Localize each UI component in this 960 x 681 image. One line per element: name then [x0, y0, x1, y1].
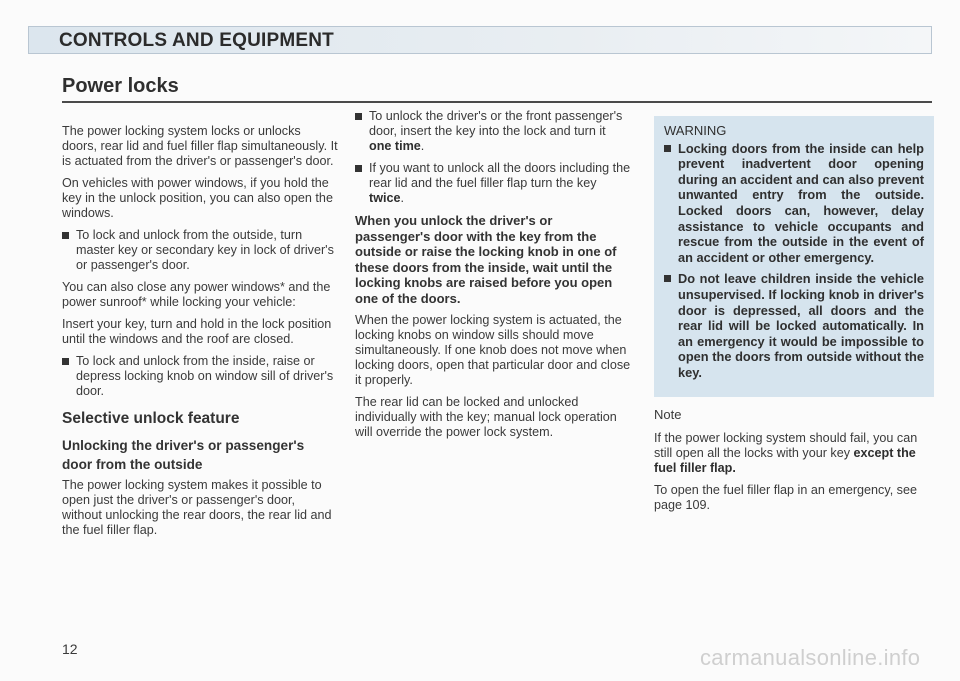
bullet-unlock-twice-pre: If you want to unlock all the doors including the rear lid and the fuel filler flap turn the key [369, 161, 631, 190]
note-fail-bold: except the fuel filler flap. [654, 445, 916, 475]
warning-bullet-locking-text: Locking doors from the inside can help prevent inadvertent door opening during an accident and can also prevent unwanted entry from the outside. Locked doors can, however, delay assistance to vehicle occupants and rescue from the outside in the event of an accident or other emergency. [678, 140, 924, 265]
wait-knobs-paragraph: When you unlock the driver's or passenger's door with the key from the outside or raise the locking knob in one of these doors from the inside, wait until the locking knobs are raised before you open one of the doors. [355, 213, 617, 306]
warning-title: WARNING [664, 123, 727, 138]
column-left [62, 124, 338, 545]
selective-unlock-paragraph: The power locking system makes it possible to open just the driver's or passenger's door, without unlocking the rear doors, the rear lid and the fuel filler flap. [62, 478, 332, 537]
warning-bullet-locking [664, 141, 924, 266]
title-rule [62, 101, 932, 103]
warning-bullet-children [664, 271, 924, 380]
note-paragraph-fail [654, 431, 934, 476]
warning-bullet-children-text: Do not leave children inside the vehicle unsupervised. If locking knob in driver's door is depressed, all doors and the rear lid will be locked automatically. In an emergency it would be impossible to open the doors from outside without the key. [678, 271, 924, 380]
bullet-unlock-once-post: . [420, 139, 425, 153]
bullet-unlock-once-pre: To unlock the driver's or the front passenger's door, insert the key into the lock and turn it [369, 109, 623, 138]
bullet-unlock-once-bold: one time [369, 139, 421, 153]
bullet-lock-inside-text: To lock and unlock from the inside, raise or depress locking knob on window sill of driver's door. [76, 354, 334, 398]
knobs-move-paragraph: When the power locking system is actuated, the locking knobs on window sills should move simultaneously. If one knob does not move when locking doors, open that particular door and close it properly. [355, 313, 631, 387]
note-fail-pre: If the power locking system should fail, you can still open all the locks with your key [654, 430, 918, 460]
section-banner [28, 26, 932, 54]
column-middle [355, 109, 631, 447]
note-paragraph-emergency: To open the fuel filler flap in an emergency, see page 109. [654, 482, 917, 512]
column-right [654, 116, 934, 520]
bullet-unlock-once [355, 109, 631, 154]
watermark: carmanualsonline.info [700, 645, 921, 670]
page-title: Power locks [62, 75, 179, 97]
bullet-lock-outside [62, 228, 338, 273]
intro-paragraph: The power locking system locks or unlocks doors, rear lid and fuel filler flap simultaneously. It is actuated from the driver's or passenger's door. [62, 124, 338, 168]
bullet-unlock-twice-bold: twice [369, 191, 401, 205]
unlocking-door-subheading: Unlocking the driver's or passenger's door from the outside [62, 438, 305, 472]
warning-box [654, 116, 934, 397]
page-number: 12 [62, 641, 78, 657]
sunroof-paragraph: You can also close any power windows* and the power sunroof* while locking your vehicle: [62, 280, 331, 309]
note-label: Note [654, 406, 682, 422]
bullet-lock-outside-text: To lock and unlock from the outside, turn master key or secondary key in lock of driver's or passenger's door. [76, 228, 334, 272]
bullet-unlock-twice-post: . [400, 191, 404, 205]
power-windows-paragraph: On vehicles with power windows, if you hold the key in the unlock position, you can also open the windows. [62, 176, 333, 220]
section-title: CONTROLS AND EQUIPMENT [59, 30, 334, 51]
bullet-unlock-twice [355, 161, 631, 206]
bullet-lock-inside [62, 354, 338, 399]
insert-key-paragraph: Insert your key, turn and hold in the lock position until the windows and the roof are closed. [62, 317, 332, 346]
rear-lid-paragraph: The rear lid can be locked and unlocked individually with the key; manual lock operation will override the power lock system. [355, 395, 617, 439]
selective-unlock-heading: Selective unlock feature [62, 410, 240, 427]
